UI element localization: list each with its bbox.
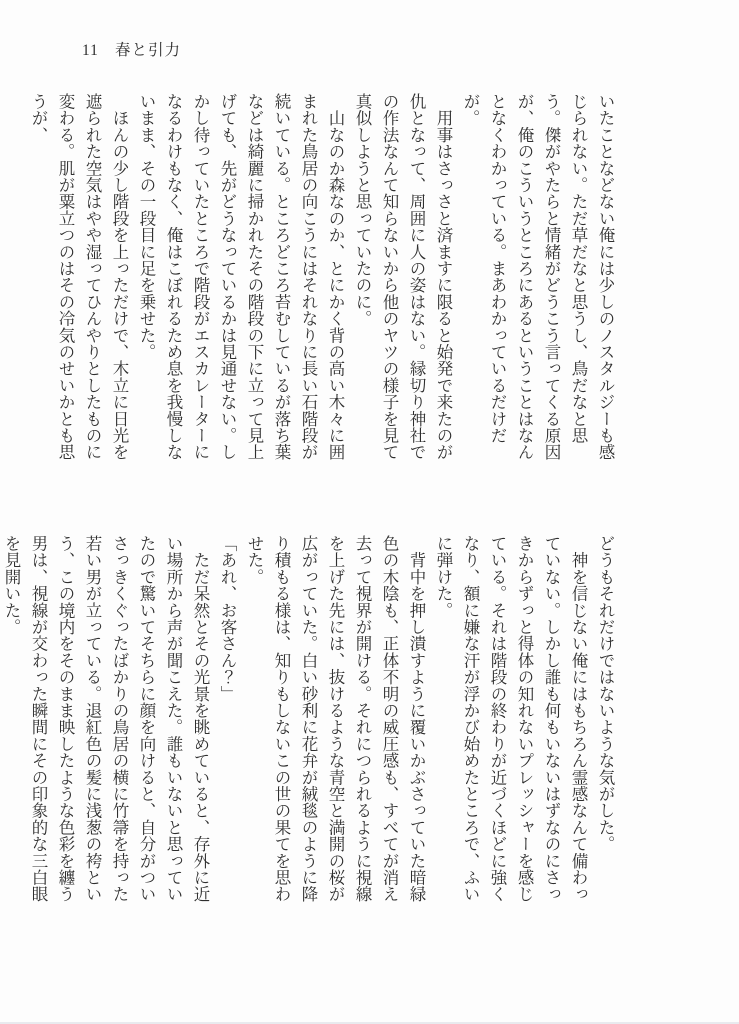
paragraph: 神を信じない俺にはもちろん霊感なんて備わっていない。しかし誰も何もいないはずなのにさっきからずっと得体の知れないプレッシャーを感じている。それは階段の終わりが近づくほどに強くなり、額に嫌な汗が浮かび始めたところで、ふいに弾けた。 [434,535,588,903]
paragraph: ほんの少し階段を上っただけで、木立に日光を遮られた空気はやや湿ってひんやりとしたものに変わる。肌が粟立つのはその冷気のせいかとも思うが、 [29,93,129,461]
paragraph: 背中を押し潰すように覆いかぶさっていた暗緑色の木陰も、正体不明の威圧感も、すべてが消え去って視界が開ける。それにつられるように視線を上げた先には、抜けるような青空と満開の桜が広がっていた。白い砂利に花弁が絨毯のように降り積もる様は、知りもしないこの世の果てを思わせた。 [245,535,426,903]
chapter-title: 春と引力 [114,42,181,59]
running-header [82,38,181,60]
paragraph: どうもそれだけではないような気がした。 [596,535,615,853]
text-block-top [25,93,619,473]
paragraph: 山なのか森なのか、とにかく背の高い木々に囲まれた鳥居の向こうにはそれなりに長い石階段が続いている。ところどころ苔むしているが落ち葉などは綺麗に掃かれたその階段の下に立って見上げても、先がどうなっているかは見通せない。しかし待っていたところで階段がエスカレーターになるわけもなく、俺はこぼれるため息を我慢しないまま、その一段目に足を乗せた。 [137,93,345,461]
paragraph: 「あれ、お客さん？」 [218,535,237,702]
page-number: 11 [82,42,99,59]
paragraph: 用事はさっさと済ますに限ると始発で来たのが仇となって、周囲に人の姿はない。縁切り神社での作法なんて知らないから他のヤツの様子を見て真似しようと思っていたのに。 [353,93,453,461]
paragraph: ただ呆然とその光景を眺めていると、存外に近い場所から声が聞こえた。誰もいないと思っていたので驚いてそちらに顔を向けると、自分がついさっきくぐったばかりの鳥居の横に竹箒を持った若い男が立っている。退紅色の髪に浅葱の袴という、この境内をそのまま映したような色彩を纏う男は、視線が交わった瞬間にその印象的な三白眼を見開いた。 [2,535,210,903]
paragraph: いたことなどない俺には少しのノスタルジーも感じられない。ただ草だなと思うし、鳥だなと思う。傑がやたらと情緒がどうこう言ってくる原因が、俺のこういうところにあるということはなんとなくわかっている。まあわかっているだけだが。 [461,93,615,461]
text-block-bottom [0,535,619,915]
